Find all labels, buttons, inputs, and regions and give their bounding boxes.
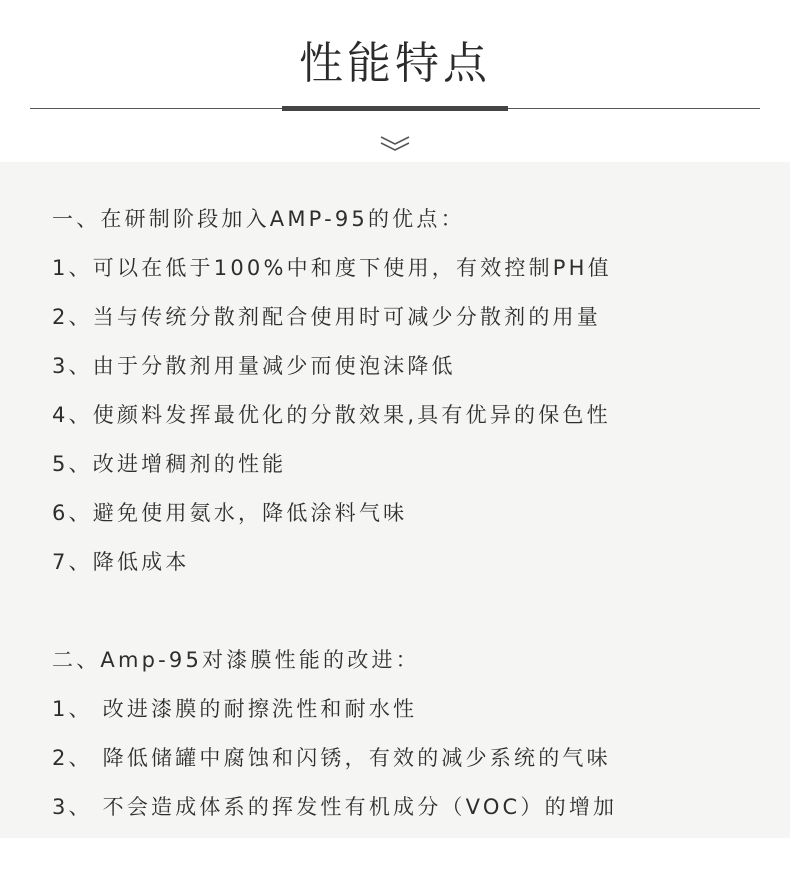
features-panel [0,162,790,838]
list-item: 3、由于分散剂用量减少而使泡沫降低 [52,354,456,378]
page-title: 性能特点 [299,38,491,89]
header [0,0,790,162]
section-spacer [52,587,772,636]
double-chevron-down-icon [379,134,411,154]
list-item: 5、改进增稠剂的性能 [52,452,287,476]
features-content [52,195,772,832]
list-item: 3、 不会造成体系的挥发性有机成分（VOC）的增加 [52,795,618,819]
list-item: 2、当与传统分散剂配合使用时可减少分散剂的用量 [52,305,601,329]
list-item: 1、可以在低于100%中和度下使用，有效控制PH值 [52,256,612,280]
list-item: 2、 降低储罐中腐蚀和闪锈，有效的减少系统的气味 [52,746,611,770]
list-item: 6、避免使用氨水，降低涂料气味 [52,501,408,525]
section-heading-advantages: 一、在研制阶段加入AMP-95的优点： [52,207,465,231]
list-item: 7、降低成本 [52,550,190,574]
title-underline-bar [282,106,508,111]
list-item: 1、 改进漆膜的耐擦洗性和耐水性 [52,697,418,721]
section-heading-film-improvements: 二、Amp-95对漆膜性能的改进： [52,648,420,672]
list-item: 4、使颜料发挥最优化的分散效果,具有优异的保色性 [52,403,611,427]
